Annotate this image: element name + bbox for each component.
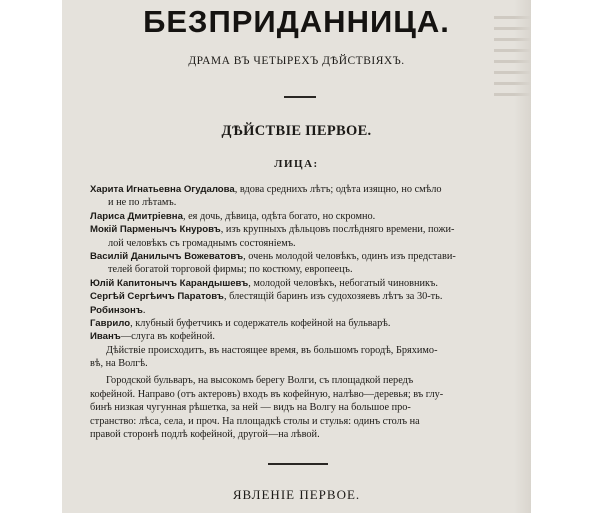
setting-line: бинѣ низкая чугунная рѣшетка, за ней — видъ на Волгу на большое про- bbox=[90, 402, 411, 414]
cast-description: , клубный буфетчикъ и содержатель кофейной на бульварѣ. bbox=[130, 317, 391, 329]
cast-entry bbox=[90, 277, 510, 290]
cast-description: , молодой человѣкъ, небогатый чиновникъ. bbox=[248, 277, 438, 289]
play-title: БЕЗПРИДАННИЦА. bbox=[143, 4, 450, 39]
divider-rule bbox=[268, 463, 328, 465]
cast-name: Сергѣй Сергѣичъ Паратовъ bbox=[90, 291, 224, 303]
cast-description: , вдова среднихъ лѣтъ; одѣта изящно, но смѣло bbox=[234, 184, 442, 195]
cast-name: Иванъ bbox=[90, 331, 121, 343]
cast-name: Харита Игнатьевна Огудалова bbox=[90, 184, 235, 195]
cast-entry bbox=[90, 223, 510, 236]
play-subtitle: ДРАМА ВЪ ЧЕТЫРЕХЪ ДѢЙСТВІЯХЪ. bbox=[188, 55, 405, 67]
cast-entry-continuation: телей богатой торговой фирмы; по костюму, европеецъ. bbox=[108, 264, 353, 276]
cast-description: , блестящій баринъ изъ судохозяевъ лѣтъ за 30-ть. bbox=[223, 291, 443, 303]
setting-line: кофейной. Направо (отъ актеровъ) входъ въ кофейную, налѣво—деревья; въ глу- bbox=[90, 388, 444, 400]
setting-line: правой сторонѣ подлѣ кофейной, другой—на лѣвой. bbox=[90, 429, 320, 441]
cast-entry bbox=[90, 290, 510, 303]
cast-description: , изъ крупныхъ дѣльцовъ послѣдняго времени, пожи- bbox=[220, 224, 455, 236]
page-gutter-shadow bbox=[514, 0, 531, 513]
cast-description: , очень молодой человѣкъ, одинъ изъ представи- bbox=[243, 250, 456, 262]
divider-rule bbox=[284, 96, 316, 98]
place-line: Дѣйствіе происходитъ, въ настоящее время, въ большомъ городѣ, Бряхимо- bbox=[106, 344, 438, 356]
setting-line: Городской бульваръ, на высокомъ берегу Волги, съ площадкой передъ bbox=[106, 375, 414, 387]
cast-entry bbox=[90, 304, 510, 317]
cast-entry bbox=[90, 317, 510, 330]
cast-name: Робинзонъ bbox=[90, 304, 143, 316]
cast-list bbox=[90, 183, 510, 441]
place-line: вѣ, на Волгѣ. bbox=[90, 358, 148, 370]
cast-description: . bbox=[142, 304, 146, 316]
cast-description: , ея дочь, дѣвица, одѣта богато, но скромно. bbox=[182, 210, 376, 222]
setting-line: странство: лѣса, села, и проч. На площадкѣ столы и стулья: одинъ столъ на bbox=[90, 415, 420, 427]
cast-entry bbox=[90, 210, 510, 223]
cast-description: —слуга въ кофейной. bbox=[120, 331, 215, 343]
cast-name: Гаврило bbox=[90, 317, 131, 329]
cast-entry bbox=[90, 183, 510, 196]
cast-entry-continuation: лой человѣкъ съ громаднымъ состояніемъ. bbox=[108, 237, 296, 249]
cast-entry bbox=[90, 250, 510, 263]
book-page bbox=[62, 0, 531, 513]
cast-name: Лариса Дмитріевна bbox=[90, 210, 183, 222]
cast-entry bbox=[90, 330, 510, 343]
act-heading: ДѢЙСТВІЕ ПЕРВОЕ. bbox=[221, 123, 372, 139]
scene-heading: ЯВЛЕНІЕ ПЕРВОЕ. bbox=[232, 487, 361, 502]
cast-name: Юлій Капитонычъ Карандышевъ bbox=[90, 277, 249, 289]
persons-heading: ЛИЦА: bbox=[274, 158, 319, 170]
cast-name: Василій Данилычъ Вожеватовъ bbox=[90, 250, 244, 262]
cast-name: Мокій Парменычъ Кнуровъ bbox=[90, 224, 221, 236]
cast-entry-continuation: и не по лѣтамъ. bbox=[108, 197, 177, 209]
